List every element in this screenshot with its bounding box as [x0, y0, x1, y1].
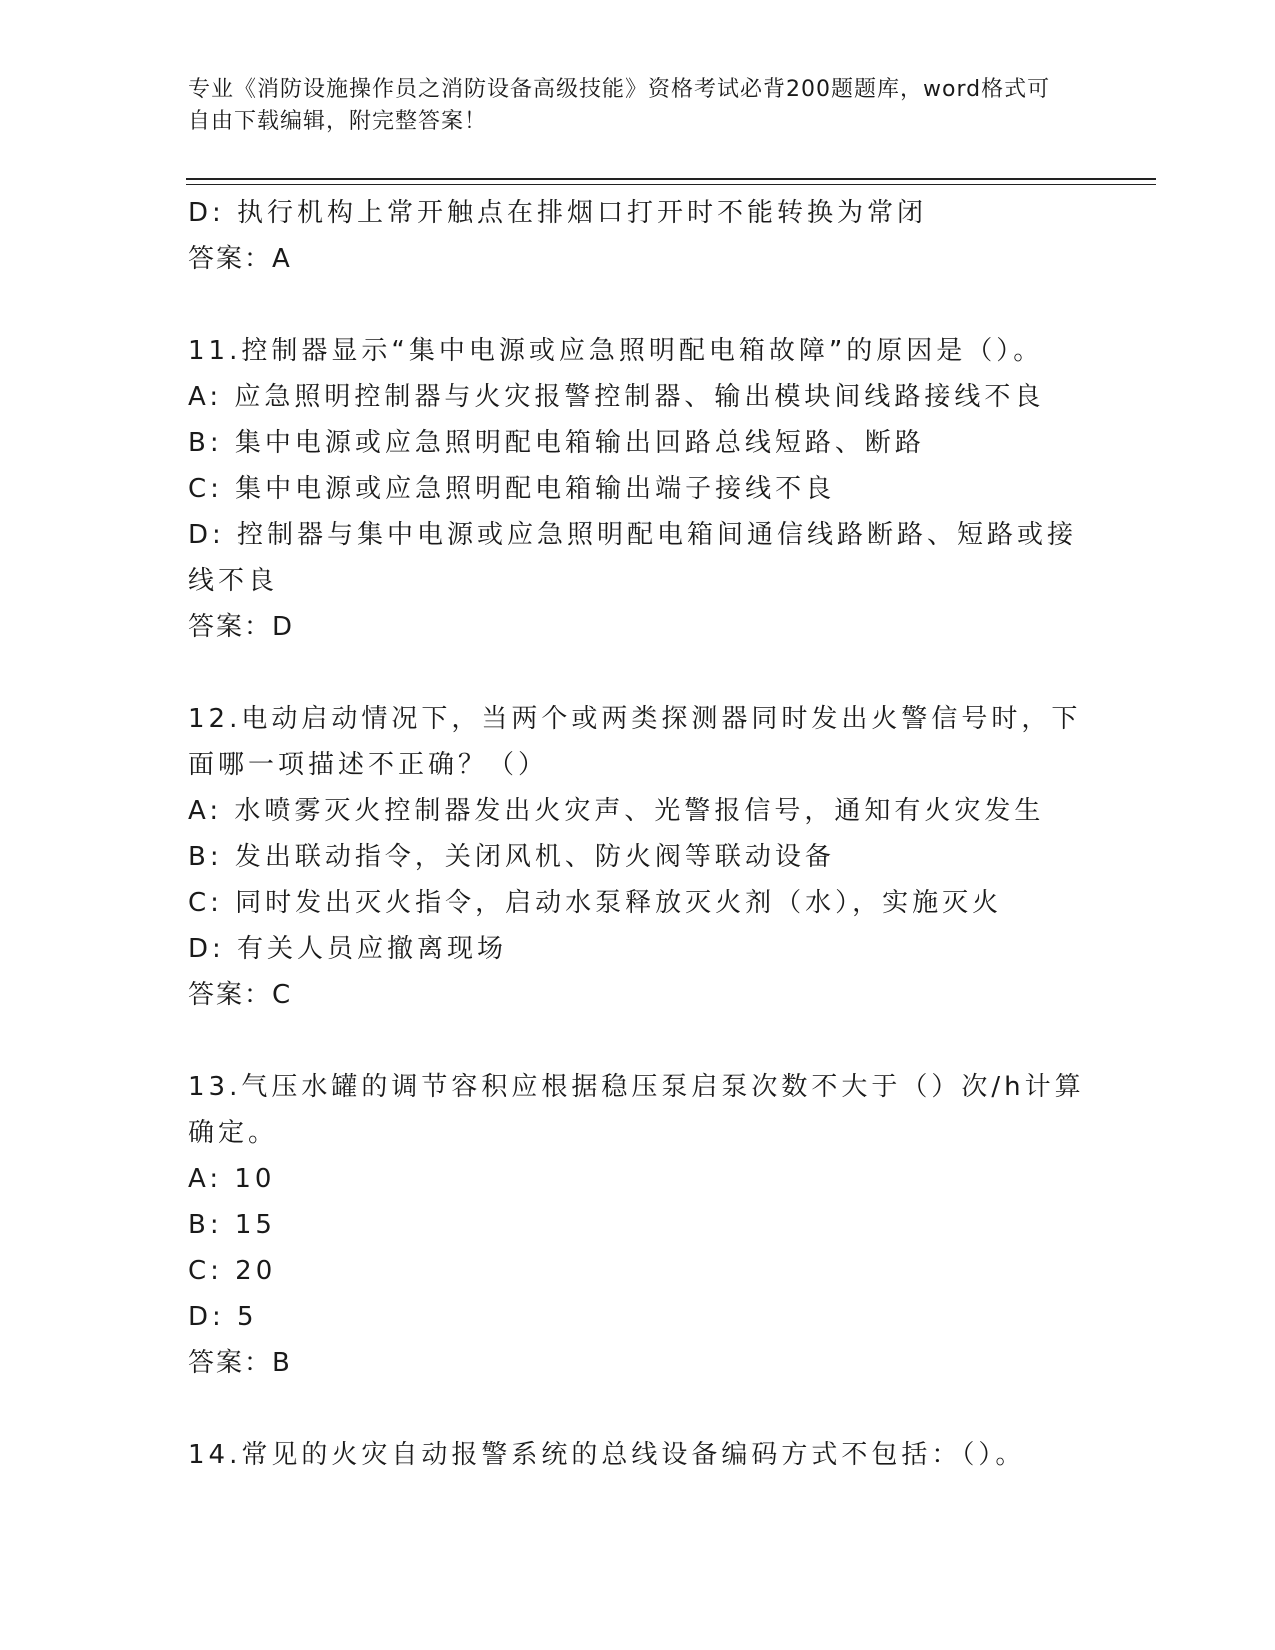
question-stem: 13.气压水罐的调节容积应根据稳压泵启泵次数不大于（）次/h计算确定。	[188, 1072, 1085, 1148]
option-b: B: 集中电源或应急照明配电箱输出回路总线短路、断路	[188, 428, 925, 458]
document-body	[188, 190, 1088, 1478]
answer: 答案：A	[188, 244, 292, 274]
option-a: A: 10	[188, 1164, 276, 1194]
answer: 答案：D	[188, 612, 295, 642]
question-stem: 14.常见的火灾自动报警系统的总线设备编码方式不包括：（）。	[188, 1440, 1026, 1470]
option-c: C: 集中电源或应急照明配电箱输出端子接线不良	[188, 474, 836, 504]
spacer	[188, 650, 1088, 696]
document-header: 专业《消防设施操作员之消防设备高级技能》资格考试必背200题题库，word格式可自由下载编辑，附完整答案！	[188, 77, 1051, 134]
option-d: D: 控制器与集中电源或应急照明配电箱间通信线路断路、短路或接线不良	[188, 520, 1078, 596]
option-a: A: 应急照明控制器与火灾报警控制器、输出模块间线路接线不良	[188, 382, 1045, 412]
spacer	[188, 1018, 1088, 1064]
spacer	[188, 282, 1088, 328]
header-rule-thick	[186, 178, 1156, 180]
answer: 答案：C	[188, 980, 293, 1010]
option-b: B: 发出联动指令，关闭风机、防火阀等联动设备	[188, 842, 835, 872]
option-d: D: 有关人员应撤离现场	[188, 934, 508, 964]
option-d: D: 5	[188, 1302, 258, 1332]
option-d: D: 执行机构上常开触点在排烟口打开时不能转换为常闭	[188, 198, 928, 228]
answer: 答案：B	[188, 1348, 292, 1378]
option-a: A: 水喷雾灭火控制器发出火灾声、光警报信号，通知有火灾发生	[188, 796, 1045, 826]
spacer	[188, 1386, 1088, 1432]
question-stem: 12.电动启动情况下，当两个或两类探测器同时发出火警信号时，下面哪一项描述不正确？（）	[188, 704, 1082, 780]
header-rule-thin	[186, 184, 1156, 185]
question-stem: 11.控制器显示“集中电源或应急照明配电箱故障”的原因是（）。	[188, 336, 1044, 366]
option-c: C: 同时发出灭火指令，启动水泵释放灭火剂（水），实施灭火	[188, 888, 1003, 918]
option-c: C: 20	[188, 1256, 277, 1286]
option-b: B: 15	[188, 1210, 276, 1240]
